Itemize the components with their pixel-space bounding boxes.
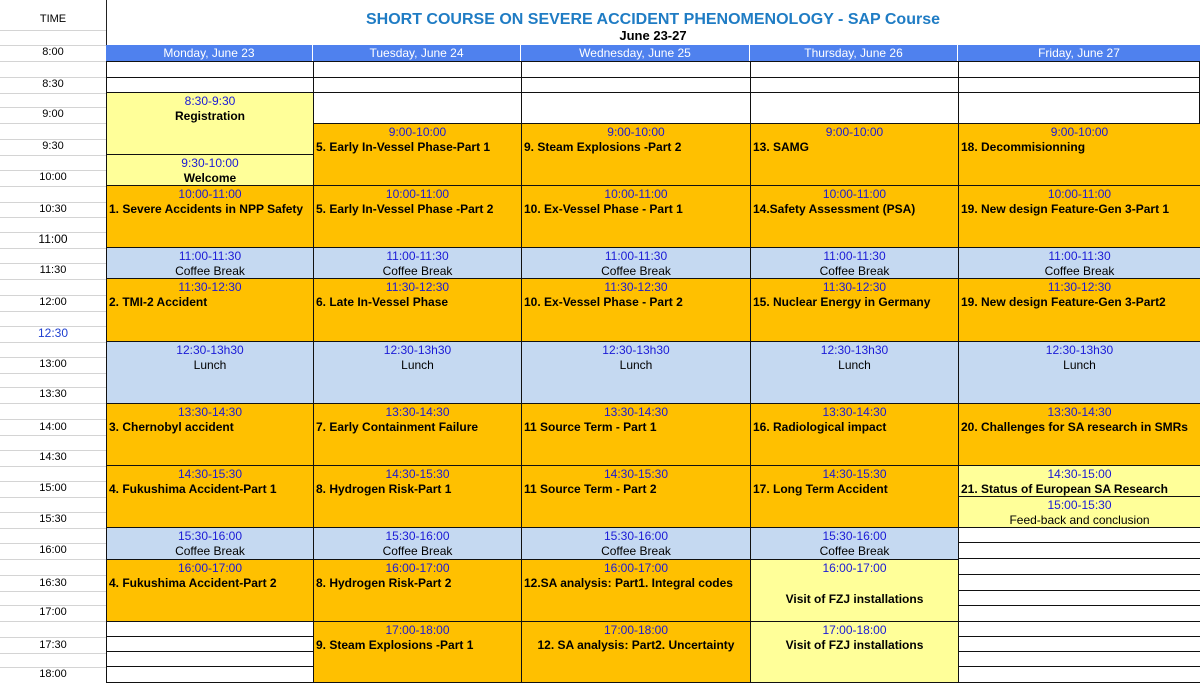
time-label: 16:00: [39, 544, 67, 556]
session-block: [313, 185, 522, 248]
session-time: 15:30-16:00: [385, 529, 450, 543]
session-title: 18. Decommisionning: [961, 140, 1086, 154]
session-title: Coffee Break: [175, 264, 245, 278]
empty-cell: [521, 92, 751, 124]
session-time: 10:00-11:00: [178, 187, 242, 201]
row-divider: [0, 559, 106, 560]
session-time: 10:00-11:00: [385, 187, 450, 201]
empty-cell: [958, 77, 1200, 93]
session-title: 12. SA analysis: Part2. Uncertainty: [537, 638, 735, 652]
session-time: 17:00-18:00: [385, 623, 450, 637]
time-label: 17:30: [39, 639, 67, 651]
day-header-wednesday: Wednesday, June 25: [521, 45, 750, 61]
page-title: SHORT COURSE ON SEVERE ACCIDENT PHENOMENOLOGY - SAP Course: [365, 11, 940, 28]
session-time: 15:30-16:00: [822, 529, 887, 543]
empty-cell: [313, 61, 522, 77]
row-divider: [0, 279, 106, 280]
session-title: Registration: [174, 109, 245, 123]
session-time: 14:30-15:30: [603, 467, 669, 481]
empty-cell: [521, 77, 751, 93]
time-label: 10:30: [39, 203, 67, 215]
lunch-break: [958, 341, 1200, 404]
session-title: Lunch: [619, 358, 653, 372]
row-divider: [0, 403, 106, 404]
session-title: 7. Early Containment Failure: [316, 420, 479, 434]
session-block: [750, 278, 959, 342]
session-time: 13:30-14:30: [603, 405, 669, 419]
session-time: 15:30-16:00: [177, 529, 243, 543]
empty-cell: [958, 574, 1200, 591]
session-time: 9:30-10:00: [181, 156, 239, 170]
empty-cell: [521, 61, 751, 77]
row-divider: [0, 435, 106, 436]
row-divider: [0, 217, 106, 218]
time-label: 8:00: [42, 46, 64, 58]
session-title: 9. Steam Explosions -Part 1: [316, 638, 474, 652]
session-title: Coffee Break: [819, 264, 890, 278]
session-title: 8. Hydrogen Risk-Part 1: [316, 482, 452, 496]
row-divider: [0, 93, 106, 94]
empty-cell: [958, 636, 1200, 652]
session-title: Coffee Break: [1044, 264, 1115, 278]
time-label: 10:00: [39, 171, 67, 183]
row-divider: [0, 248, 106, 249]
session-title: Coffee Break: [175, 544, 245, 558]
time-label: 14:30: [39, 451, 67, 463]
session-time: 11:00-11:30: [1048, 249, 1111, 263]
session-block: [521, 465, 751, 528]
session-time: 11:30-12:30: [1047, 280, 1112, 294]
session-title: Coffee Break: [601, 264, 671, 278]
time-label: 11:30: [39, 264, 67, 276]
session-time: 12:30-13h30: [1045, 343, 1114, 357]
time-header: TIME: [39, 13, 67, 25]
coffee-break: [106, 247, 314, 279]
empty-cell: [750, 77, 959, 93]
coffee-break: [106, 527, 314, 560]
session-time: 12:30-13h30: [176, 343, 244, 357]
empty-cell: [106, 636, 314, 652]
time-label: 12:30: [37, 326, 69, 340]
session-time: 8:30-9:30: [184, 94, 236, 108]
empty-cell: [958, 590, 1200, 606]
session-title: 6. Late In-Vessel Phase: [316, 295, 449, 309]
time-label: 17:00: [39, 606, 67, 618]
row-divider: [0, 653, 106, 654]
empty-cell: [106, 621, 314, 637]
session-time: 14:30-15:00: [1047, 467, 1112, 481]
session-welcome: [106, 154, 314, 186]
session-registration: [106, 92, 314, 155]
session-time: 12:30-13h30: [820, 343, 889, 357]
session-title: Visit of FZJ installations: [785, 638, 924, 652]
session-block: [521, 185, 751, 248]
coffee-break: [750, 527, 959, 560]
session-block: [521, 123, 751, 186]
row-divider: [0, 637, 106, 638]
time-label: 16:30: [39, 577, 67, 589]
session-time: 16:00-17:00: [177, 561, 243, 575]
session-title: 1. Severe Accidents in NPP Safety: [109, 202, 304, 216]
session-title: 10. Ex-Vessel Phase - Part 2: [524, 295, 683, 309]
session-title: Visit of FZJ installations: [785, 592, 924, 606]
time-label: 8:30: [42, 78, 64, 90]
session-time: 13:30-14:30: [1047, 405, 1112, 419]
coffee-break: [521, 247, 751, 279]
session-title: 4. Fukushima Accident-Part 1: [109, 482, 277, 496]
session-block: [521, 621, 751, 683]
session-time: 17:00-18:00: [822, 623, 887, 637]
session-block: [106, 185, 314, 248]
session-title: 10. Ex-Vessel Phase - Part 1: [524, 202, 683, 216]
session-time: 11:30-12:30: [178, 280, 242, 294]
row-divider: [0, 497, 106, 498]
session-time: 14:30-15:30: [822, 467, 887, 481]
session-title: 15. Nuclear Energy in Germany: [753, 295, 931, 309]
session-title: 11 Source Term - Part 1: [524, 420, 657, 434]
session-time: 11:00-11:30: [604, 249, 668, 263]
session-time: 14:30-15:30: [177, 467, 243, 481]
row-divider: [0, 30, 106, 31]
session-time: 9:00-10:00: [388, 125, 447, 139]
row-divider: [0, 311, 106, 312]
session-title: 5. Early In-Vessel Phase -Part 2: [316, 202, 494, 216]
session-title: Lunch: [401, 358, 434, 372]
empty-cell: [750, 92, 959, 124]
session-time: 11:30-12:30: [604, 280, 668, 294]
session-block: [750, 403, 959, 466]
row-divider: [0, 621, 106, 622]
session-time: 10:00-11:00: [1047, 187, 1112, 201]
session-title: Lunch: [1063, 358, 1096, 372]
row-divider: [0, 155, 106, 156]
coffee-break: [313, 527, 522, 560]
session-time: 14:30-15:30: [385, 467, 450, 481]
coffee-break: [958, 247, 1200, 279]
session-block: [958, 278, 1200, 342]
empty-cell: [958, 666, 1200, 683]
session-title: Coffee Break: [382, 264, 453, 278]
session-title: 5. Early In-Vessel Phase-Part 1: [316, 140, 491, 154]
session-block: [313, 403, 522, 466]
session-title: 19. New design Feature-Gen 3-Part2: [961, 295, 1166, 309]
session-block: [958, 123, 1200, 186]
session-title: 13. SAMG: [753, 140, 810, 154]
session-title: 11 Source Term - Part 2: [524, 482, 657, 496]
time-label: 12:00: [39, 296, 67, 308]
coffee-break: [313, 247, 522, 279]
session-block: [958, 185, 1200, 248]
session-block: [750, 465, 959, 528]
session-visit: [750, 559, 959, 622]
empty-cell: [958, 542, 1200, 559]
time-label: 13:00: [39, 358, 67, 370]
session-block: [313, 559, 522, 622]
session-time: 11:00-11:30: [823, 249, 886, 263]
session-title: Coffee Break: [382, 544, 453, 558]
empty-cell: [958, 92, 1200, 124]
session-block: [521, 278, 751, 342]
session-time: 17:00-18:00: [603, 623, 669, 637]
session-time: 16:00-17:00: [822, 561, 887, 575]
session-time: 9:00-10:00: [607, 125, 665, 139]
day-header-tuesday: Tuesday, June 24: [313, 45, 521, 61]
session-title: 8. Hydrogen Risk-Part 2: [316, 576, 452, 590]
empty-cell: [958, 558, 1200, 575]
session-block: [313, 123, 522, 186]
empty-cell: [958, 621, 1200, 637]
session-title: Coffee Break: [601, 544, 671, 558]
session-title: 17. Long Term Accident: [753, 482, 888, 496]
session-title: 21. Status of European SA Research: [961, 482, 1168, 496]
session-block: [958, 465, 1200, 497]
course-dates: June 23-27: [619, 28, 687, 43]
session-block: [313, 621, 522, 683]
row-divider: [0, 186, 106, 187]
empty-cell: [750, 61, 959, 77]
session-title: 3. Chernobyl accident: [109, 420, 234, 434]
session-time: 15:30-16:00: [603, 529, 669, 543]
session-block: [106, 559, 314, 622]
session-title: Lunch: [193, 358, 227, 372]
coffee-break: [521, 527, 751, 560]
lunch-break: [750, 341, 959, 404]
time-label: 14:00: [39, 421, 67, 433]
empty-cell: [958, 61, 1200, 77]
empty-cell: [958, 651, 1200, 667]
session-time: 11:30-12:30: [385, 280, 450, 294]
session-block: [958, 403, 1200, 466]
session-block: [106, 278, 314, 342]
session-time: 13:30-14:30: [385, 405, 450, 419]
empty-cell: [106, 77, 314, 93]
session-time: 10:00-11:00: [822, 187, 887, 201]
time-label: 11:00: [38, 232, 68, 246]
session-title: Feed-back and conclusion: [1009, 513, 1150, 527]
session-time: 11:00-11:30: [178, 249, 242, 263]
session-time: 11:00-11:30: [386, 249, 449, 263]
lunch-break: [313, 341, 522, 404]
row-divider: [0, 373, 106, 374]
session-time: 16:00-17:00: [603, 561, 669, 575]
row-divider: [0, 123, 106, 124]
session-time: 10:00-11:00: [604, 187, 668, 201]
session-title: 19. New design Feature-Gen 3-Part 1: [961, 202, 1170, 216]
session-title: 14.Safety Assessment (PSA): [753, 202, 916, 216]
session-block: [313, 278, 522, 342]
session-title: 4. Fukushima Accident-Part 2: [109, 576, 277, 590]
session-title: 12.SA analysis: Part1. Integral codes: [524, 576, 733, 590]
time-label: 9:30: [42, 140, 64, 152]
session-time: 11:30-12:30: [822, 280, 887, 294]
empty-cell: [106, 666, 314, 683]
empty-cell: [958, 605, 1200, 622]
session-title: 16. Radiological impact: [753, 420, 887, 434]
empty-cell: [313, 77, 522, 93]
session-time: 13:30-14:30: [822, 405, 887, 419]
empty-cell: [106, 61, 314, 77]
row-divider: [0, 575, 106, 576]
row-divider: [0, 342, 106, 343]
day-header-thursday: Thursday, June 26: [750, 45, 958, 61]
session-block: [106, 465, 314, 528]
session-block: [106, 403, 314, 466]
time-label: 13:30: [39, 388, 67, 400]
lunch-break: [106, 341, 314, 404]
row-divider: [0, 466, 106, 467]
time-label: 15:00: [39, 482, 67, 494]
row-divider: [0, 419, 106, 420]
time-label: 18:00: [39, 668, 67, 680]
session-block: [750, 123, 959, 186]
session-feedback: [958, 496, 1200, 528]
time-label: 9:00: [42, 108, 64, 120]
day-header-friday: Friday, June 27: [958, 45, 1200, 61]
session-time: 16:00-17:00: [385, 561, 450, 575]
coffee-break: [750, 247, 959, 279]
time-label: 15:30: [39, 513, 67, 525]
session-time: 13:30-14:30: [177, 405, 243, 419]
session-title: 20. Challenges for SA research in SMRs: [961, 420, 1188, 434]
session-block: [750, 185, 959, 248]
session-time: 9:00-10:00: [825, 125, 884, 139]
row-divider: [0, 528, 106, 529]
session-time: 12:30-13h30: [602, 343, 670, 357]
session-block: [521, 403, 751, 466]
session-title: 2. TMI-2 Accident: [109, 295, 208, 309]
session-title: Coffee Break: [819, 544, 890, 558]
row-divider: [0, 591, 106, 592]
session-time: 15:00-15:30: [1047, 498, 1112, 512]
empty-cell: [958, 527, 1200, 543]
session-title: 9. Steam Explosions -Part 2: [524, 140, 682, 154]
session-time: 12:30-13h30: [383, 343, 452, 357]
session-title: Lunch: [838, 358, 871, 372]
session-block: [521, 559, 751, 622]
session-time: 9:00-10:00: [1050, 125, 1109, 139]
day-header-monday: Monday, June 23: [106, 45, 313, 61]
lunch-break: [521, 341, 751, 404]
session-block: [313, 465, 522, 528]
session-title: Welcome: [183, 171, 237, 185]
empty-cell: [313, 92, 522, 124]
row-divider: [0, 61, 106, 62]
session-visit: [750, 621, 959, 683]
empty-cell: [106, 651, 314, 667]
